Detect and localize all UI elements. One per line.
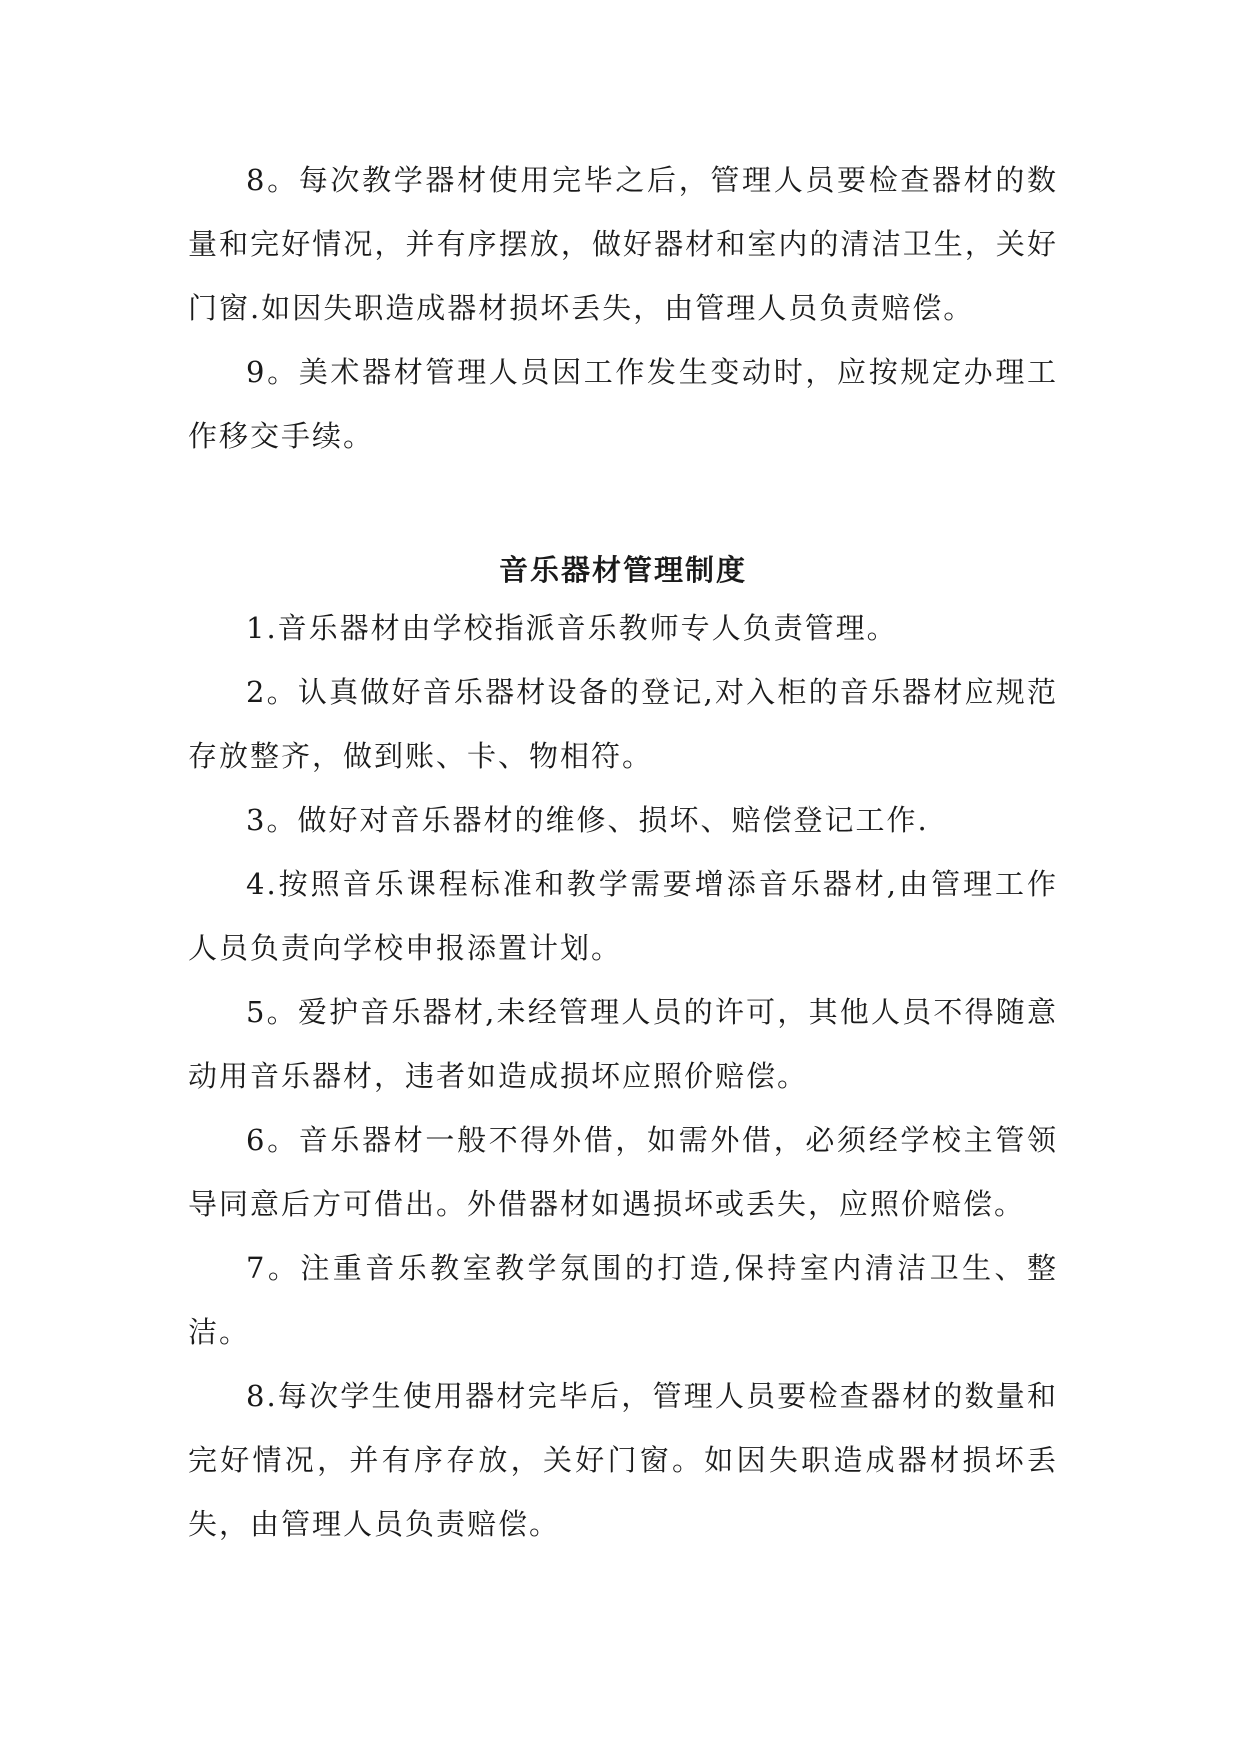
rule-paragraph-9: 9。美术器材管理人员因工作发生变动时，应按规定办理工作移交手续。 <box>188 355 1058 453</box>
music-rule-7: 7。注重音乐教室教学氛围的打造,保持室内清洁卫生、整洁。 <box>188 1251 1058 1349</box>
art-equipment-rules-continued <box>188 148 1058 468</box>
music-rule-3: 3。做好对音乐器材的维修、损坏、赔偿登记工作. <box>246 803 929 837</box>
music-equipment-rules <box>188 596 1058 1556</box>
music-rule-6: 6。音乐器材一般不得外借，如需外借，必须经学校主管领导同意后方可借出。外借器材如遇损坏或丢失，应照价赔偿。 <box>188 1123 1058 1221</box>
music-rule-1: 1.音乐器材由学校指派音乐教师专人负责管理。 <box>246 611 898 645</box>
rule-paragraph-8: 8。每次教学器材使用完毕之后，管理人员要检查器材的数量和完好情况，并有序摆放，做好器材和室内的清洁卫生，关好门窗.如因失职造成器材损坏丢失，由管理人员负责赔偿。 <box>188 163 1058 325</box>
music-rule-4: 4.按照音乐课程标准和教学需要增添音乐器材,由管理工作人员负责向学校申报添置计划。 <box>188 867 1058 965</box>
section-title: 音乐器材管理制度 <box>498 553 747 587</box>
music-rule-8: 8.每次学生使用器材完毕后，管理人员要检查器材的数量和完好情况，并有序存放，关好门窗。如因失职造成器材损坏丢失，由管理人员负责赔偿。 <box>188 1379 1058 1541</box>
music-rule-2: 2。认真做好音乐器材设备的登记,对入柜的音乐器材应规范存放整齐，做到账、卡、物相符。 <box>188 675 1058 773</box>
music-rule-5: 5。爱护音乐器材,未经管理人员的许可，其他人员不得随意动用音乐器材，违者如造成损坏应照价赔偿。 <box>188 995 1058 1093</box>
